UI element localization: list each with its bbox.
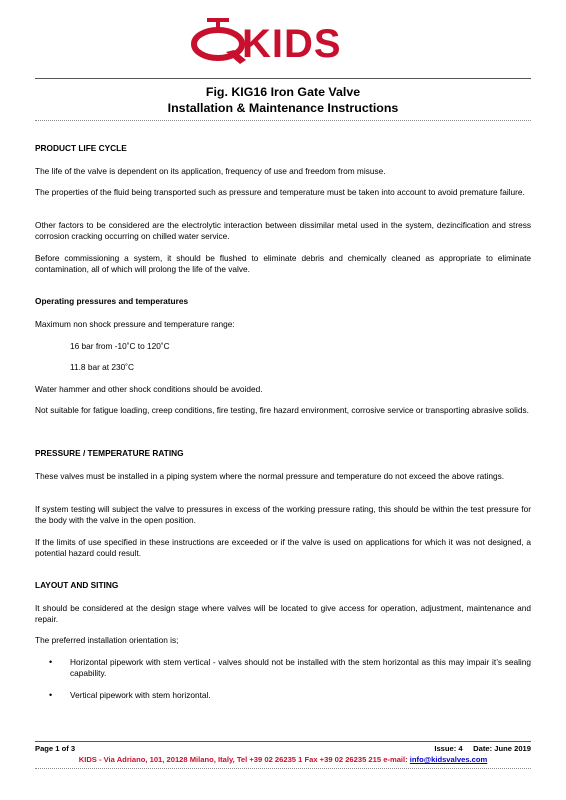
bullet-icon: • xyxy=(49,690,53,700)
pressure-rating-value: 16 bar from -10˚C to 120˚C xyxy=(70,341,170,351)
footer-address xyxy=(35,755,531,765)
logo-text: KIDS xyxy=(242,22,342,66)
issue-number: Issue: 4 xyxy=(434,744,463,753)
paragraph: The life of the valve is dependent on its application, frequency of use and freedom from misuse. xyxy=(35,166,386,176)
pressure-rating-value: 11.8 bar at 230˚C xyxy=(70,362,134,372)
list-item: Horizontal pipework with stem vertical - valves should not be installed with the stem horizontal as this may impair it’s sealing capability. xyxy=(70,657,531,678)
document-subtitle: Installation & Maintenance Instructions xyxy=(167,101,399,115)
valve-logo-icon xyxy=(190,16,250,68)
footer-divider xyxy=(35,741,531,742)
paragraph: Maximum non shock pressure and temperature range: xyxy=(35,319,235,329)
paragraph: Before commissioning a system, it should be flushed to eliminate debris and chemically cleaned as appropriate to eliminate contamination, all of which will prolong the life of the valve. xyxy=(35,253,531,274)
issue-date xyxy=(434,744,531,754)
section-heading-operating: Operating pressures and temperatures xyxy=(35,296,189,306)
document-title: Fig. KIG16 Iron Gate Valve xyxy=(205,85,361,99)
paragraph: It should be considered at the design stage where valves will be located to give access for operation, adjustment, maintenance and repair. xyxy=(35,603,531,624)
footer-bottom-divider xyxy=(35,768,531,769)
section-heading-life-cycle: PRODUCT LIFE CYCLE xyxy=(35,143,127,153)
bullet-icon: • xyxy=(49,657,53,667)
issue-date-value: Date: June 2019 xyxy=(473,744,531,753)
company-address: KIDS - Via Adriano, 101, 20128 Milano, Italy, Tel +39 02 26235 1 Fax +39 02 26235 215 e-mail: xyxy=(78,755,410,764)
page-number: Page 1 of 3 xyxy=(35,744,76,753)
paragraph: Other factors to be considered are the electrolytic interaction between dissimilar metal used in the system, dezincification and stress corrosion cracking occurring on chilled water service. xyxy=(35,220,531,241)
paragraph: The preferred installation orientation is; xyxy=(35,635,179,645)
paragraph: The properties of the fluid being transported such as pressure and temperature must be taken into account to avoid premature failure. xyxy=(35,187,525,197)
list-item: Vertical pipework with stem horizontal. xyxy=(70,690,211,700)
title-divider xyxy=(35,120,531,121)
paragraph: Not suitable for fatigue loading, creep conditions, fire testing, fire hazard environment, corrosive service or transporting abrasive solids. xyxy=(35,405,529,415)
email-link[interactable]: info@kidsvalves.com xyxy=(409,755,488,764)
header-divider xyxy=(35,78,531,79)
paragraph: If the limits of use specified in these instructions are exceeded or if the valve is used on applications for which it was not designed, a potential hazard could result. xyxy=(35,537,531,558)
kids-logo xyxy=(190,16,376,68)
section-heading-pressure-rating: PRESSURE / TEMPERATURE RATING xyxy=(35,448,184,458)
paragraph: Water hammer and other shock conditions should be avoided. xyxy=(35,384,263,394)
paragraph: If system testing will subject the valve to pressures in excess of the working pressure rating, this should be within the test pressure for the body with the valve in the open position. xyxy=(35,504,531,525)
section-heading-layout: LAYOUT AND SITING xyxy=(35,580,119,590)
paragraph: These valves must be installed in a piping system where the normal pressure and temperature do not exceed the above ratings. xyxy=(35,471,505,481)
